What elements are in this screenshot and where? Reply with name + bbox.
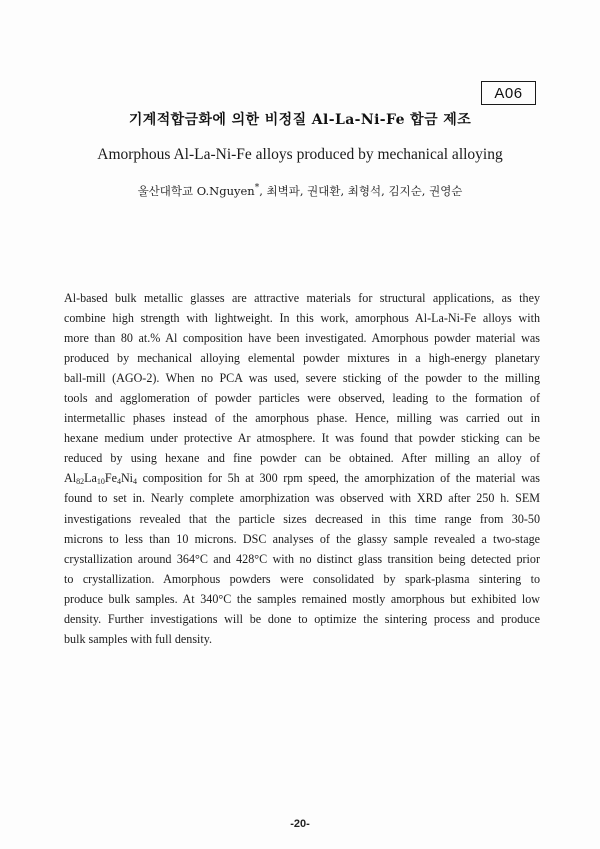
abstract-line: more than 80 at.% Al composition have been investigated. Amorphous powder material was (64, 331, 540, 346)
abstract-line: intermetallic phases instead of the amorphous phase. Hence, milling was carried out in (64, 411, 540, 426)
formula-element-al: Al (64, 471, 77, 486)
abstract-line: Al-based bulk metallic glasses are attractive materials for structural applications, as they (64, 291, 540, 305)
abstract-body (64, 288, 540, 649)
abstract-line-formula (64, 468, 540, 488)
abstract-code-box: A06 (481, 81, 536, 105)
abstract-line: microns to less than 10 microns. DSC analyses of the glassy sample revealed a two-stage (64, 531, 540, 546)
abstract-line: reduced by using hexane and fine powder can be obtained. After milling an alloy of (64, 451, 540, 466)
abstract-line: ball-mill (AGO-2). When no PCA was used, severe sticking of the powder to the milling (64, 371, 540, 386)
formula-subscript: 10 (96, 477, 105, 487)
abstract-line: combine high strength with lightweight. In this work, amorphous Al-La-Ni-Fe alloys with (64, 311, 540, 326)
presenting-author-mark: * (254, 183, 260, 194)
page-number: -20- (290, 818, 310, 830)
title-english: Amorphous Al-La-Ni-Fe alloys produced by mechanical alloying (97, 146, 503, 163)
abstract-line: hexane medium under protective Ar atmosphere. It was found that powder sticking can be (64, 431, 540, 446)
abstract-line: crystallization around 364°C and 428°C with no distinct glass transition being detected prior (64, 551, 540, 566)
abstract-line: produce bulk samples. At 340°C the samples remained mostly amorphous but exhibited low (64, 591, 540, 606)
formula-line-rest: composition for 5h at 300 rpm speed, the amorphization of the material was (137, 471, 540, 486)
author-affiliation: 울산대학교 (137, 184, 194, 198)
formula-element-fe: Fe (104, 471, 117, 486)
abstract-line: investigations revealed that the particle sizes decreased in this time range from 30-50 (64, 511, 540, 526)
abstract-line: found to set in. Nearly complete amorphization was observed with XRD after 250 h. SEM (64, 491, 540, 506)
title-korean: 기계적합금화에 의한 비정질 Al-La-Ni-Fe 합금 제조 (128, 112, 472, 128)
formula-subscript: 82 (76, 477, 85, 487)
formula-element-ni: Ni (120, 471, 134, 486)
abstract-line: tools and agglomeration of powder particles were observed, leading to the formation of (64, 391, 540, 406)
abstract-line: density. Further investigations will be done to optimize the sintering process and produce (64, 611, 540, 626)
presenting-author: O.Nguyen (196, 184, 255, 198)
author-line (0, 183, 600, 199)
formula-element-la: La (84, 471, 97, 486)
abstract-line: to crystallization. Amorphous powders were consolidated by spark-plasma sintering to (64, 571, 540, 586)
formula-subscript: 4 (116, 477, 121, 487)
coauthors: , 최벽파, 권대환, 최형석, 김지순, 권영순 (259, 184, 463, 198)
formula-subscript: 4 (133, 477, 138, 487)
abstract-line: bulk samples with full density. (64, 631, 213, 646)
abstract-line: produced by mechanical alloying elemental powder mixtures in a high-energy planetary (64, 351, 540, 366)
